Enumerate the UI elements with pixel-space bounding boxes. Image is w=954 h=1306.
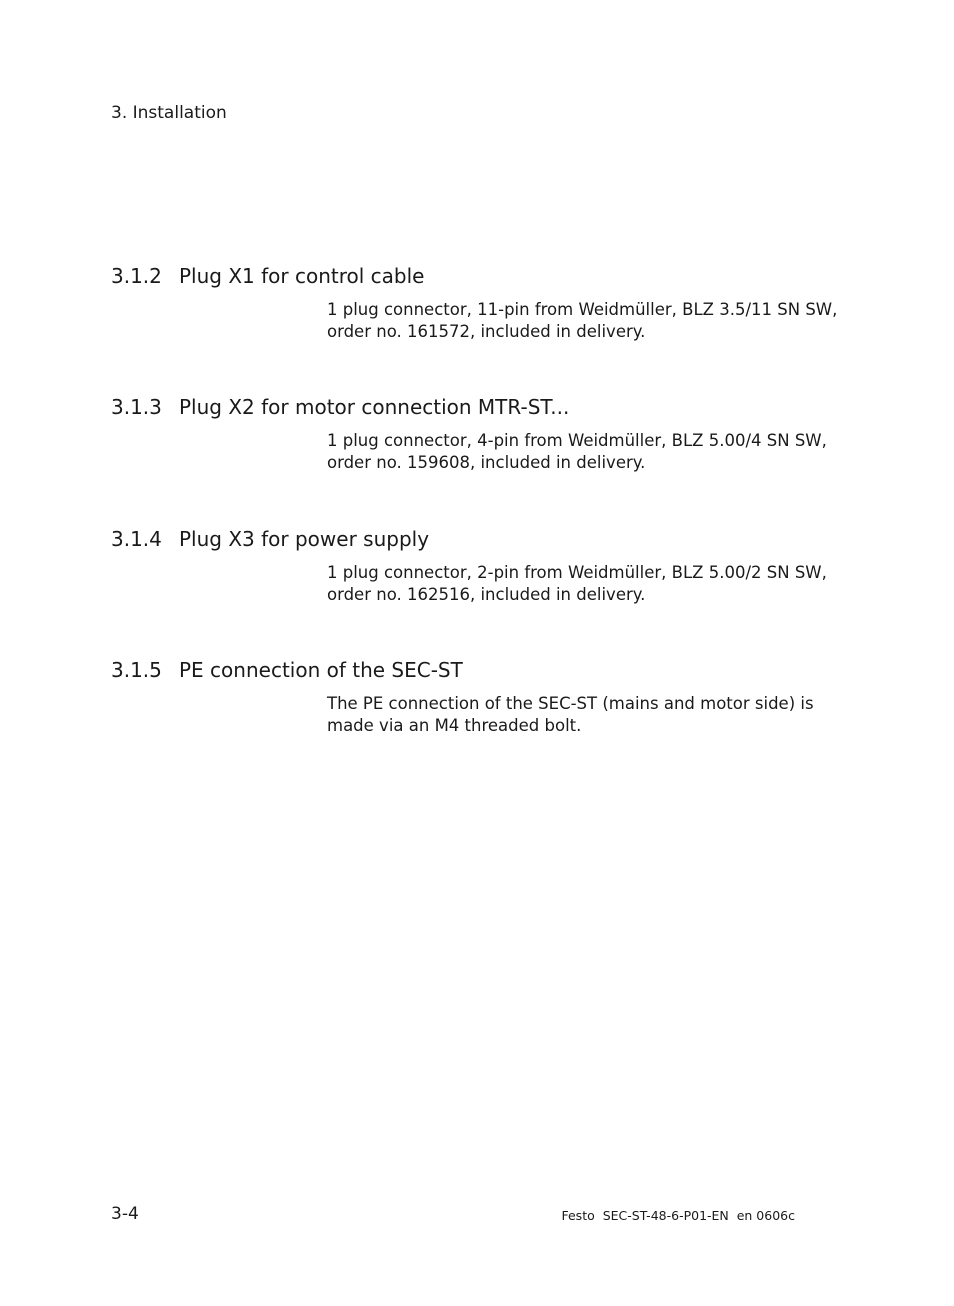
section-title: Plug X2 for motor connection MTR-ST... <box>179 395 570 419</box>
page-number: 3-4 <box>111 1204 139 1224</box>
section-number: 3.1.2 <box>111 264 162 288</box>
section-number: 3.1.5 <box>111 658 162 682</box>
body-line: 1 plug connector, 4-pin from Weidmüller, BLZ 5.00/4 SN SW, <box>327 431 827 450</box>
body-line: 1 plug connector, 11-pin from Weidmüller, BLZ 3.5/11 SN SW, <box>327 300 838 319</box>
body-line: made via an M4 threaded bolt. <box>327 716 582 735</box>
section-body <box>327 562 827 606</box>
body-line: 1 plug connector, 2-pin from Weidmüller, BLZ 5.00/2 SN SW, <box>327 563 827 582</box>
body-line: order no. 159608, included in delivery. <box>327 453 646 472</box>
section-body <box>327 693 814 737</box>
section-body <box>327 299 838 343</box>
body-line: order no. 161572, included in delivery. <box>327 322 646 341</box>
body-line: The PE connection of the SEC-ST (mains and motor side) is <box>327 694 814 713</box>
section-title: Plug X1 for control cable <box>179 264 425 288</box>
section-title: Plug X3 for power supply <box>179 527 430 551</box>
footer-reference: Festo SEC-ST-48-6-P01-EN en 0606c <box>561 1208 795 1223</box>
section-number: 3.1.4 <box>111 527 162 551</box>
section-body <box>327 430 827 474</box>
section-number: 3.1.3 <box>111 395 162 419</box>
chapter-header: 3. Installation <box>111 103 227 123</box>
section-title: PE connection of the SEC-ST <box>179 658 463 682</box>
body-line: order no. 162516, included in delivery. <box>327 585 646 604</box>
